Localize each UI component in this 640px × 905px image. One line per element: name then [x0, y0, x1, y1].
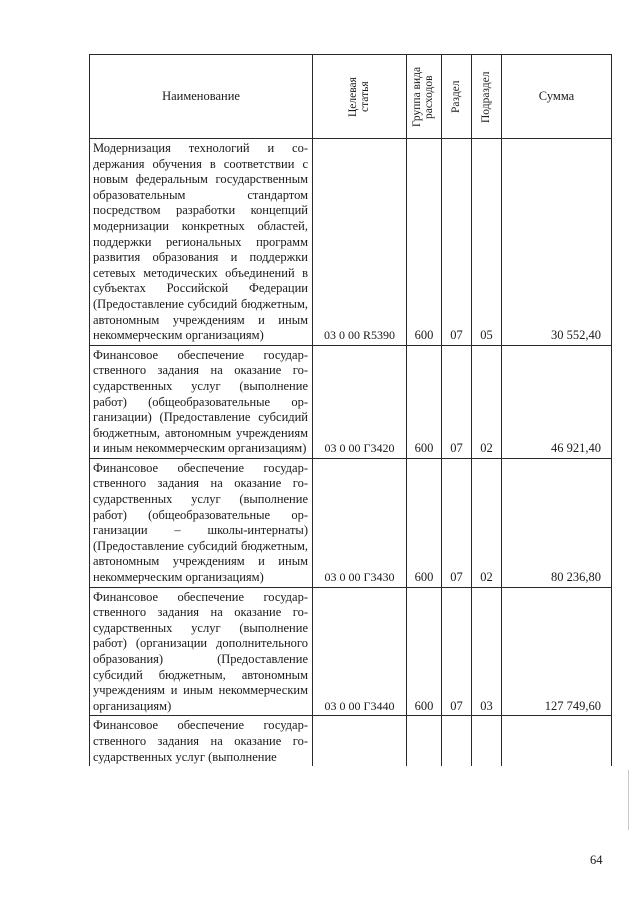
header-name: [90, 55, 313, 139]
row-target-article: 03 0 00 Г3420: [313, 345, 407, 458]
row-subsection: 05: [472, 139, 502, 346]
row-section: 07: [442, 587, 472, 716]
header-subsection: [472, 55, 502, 139]
table-row: [90, 345, 612, 458]
row-name: Финансовое обеспечение государственного задания на оказание государственных услуг (выполнение работ) (общеобразовательные организации – школы-интернаты) (Предоставление субсидий бюджетным, автономным учреждениям и иным некоммерческим организациям): [90, 458, 313, 587]
row-subsection: 02: [472, 345, 502, 458]
row-target-article: [313, 716, 407, 766]
row-section: 07: [442, 139, 472, 346]
page-number: 64: [590, 853, 603, 867]
row-name: Финансовое обеспечение государственного задания на оказание государственных услуг (выполнение: [90, 716, 313, 766]
row-sum: 30 552,40: [502, 139, 612, 346]
table-row: [90, 716, 612, 766]
row-name: Финансовое обеспечение государственного задания на оказание государственных услуг (выполнение работ) (организации дополнительного образования) (Предоставление субсидий бюджетным, автономным учреждениям и иным некоммерческим организациям): [90, 587, 313, 716]
row-sum: 80 236,80: [502, 458, 612, 587]
row-target-article: 03 0 00 Г3440: [313, 587, 407, 716]
row-subsection: 02: [472, 458, 502, 587]
row-expense-group: 600: [407, 587, 442, 716]
row-sum: [502, 716, 612, 766]
table-header-row: [90, 55, 612, 139]
header-subsection-label: Подраздел: [479, 70, 492, 123]
row-target-article: 03 0 00 Г3430: [313, 458, 407, 587]
row-name: Модернизация технологий и содержания обучения в соответствии с новым федеральным государственным образовательным стандартом посредством разработки концепций модернизации конкретных областей, поддержки региональных программ развития образования и поддержки сетевых методических объединений в субъектах Российской Федерации (Предоставление субсидий бюджетным, автономным учреждениям и иным некоммерческим организациям): [90, 139, 313, 346]
row-name: Финансовое обеспечение государственного задания на оказание государственных услуг (выполнение работ) (общеобразовательные организации) (Предоставление субсидий бюджетным, автономным учреждениям и иным некоммерческим организациям): [90, 345, 313, 458]
table-row: [90, 587, 612, 716]
header-name-label: Наименование: [162, 89, 240, 103]
budget-table: [89, 54, 612, 766]
row-target-article: 03 0 00 R5390: [313, 139, 407, 346]
row-sum: 46 921,40: [502, 345, 612, 458]
header-sum: [502, 55, 612, 139]
row-sum: 127 749,60: [502, 587, 612, 716]
row-expense-group: 600: [407, 458, 442, 587]
row-section: 07: [442, 345, 472, 458]
table-row: [90, 139, 612, 346]
header-section-label: Раздел: [449, 80, 462, 113]
header-section: [442, 55, 472, 139]
header-target-article-label: Целевая статья: [346, 76, 371, 117]
row-section: [442, 716, 472, 766]
header-expense-group-label: Группа вида расходов: [411, 66, 435, 127]
row-expense-group: 600: [407, 345, 442, 458]
row-expense-group: [407, 716, 442, 766]
header-target-article: [313, 55, 407, 139]
table-row: [90, 458, 612, 587]
row-subsection: 03: [472, 587, 502, 716]
header-expense-group: [407, 55, 442, 139]
row-expense-group: 600: [407, 139, 442, 346]
row-subsection: [472, 716, 502, 766]
row-section: 07: [442, 458, 472, 587]
scan-artifact-line: [628, 770, 629, 830]
header-sum-label: Сумма: [538, 89, 575, 103]
